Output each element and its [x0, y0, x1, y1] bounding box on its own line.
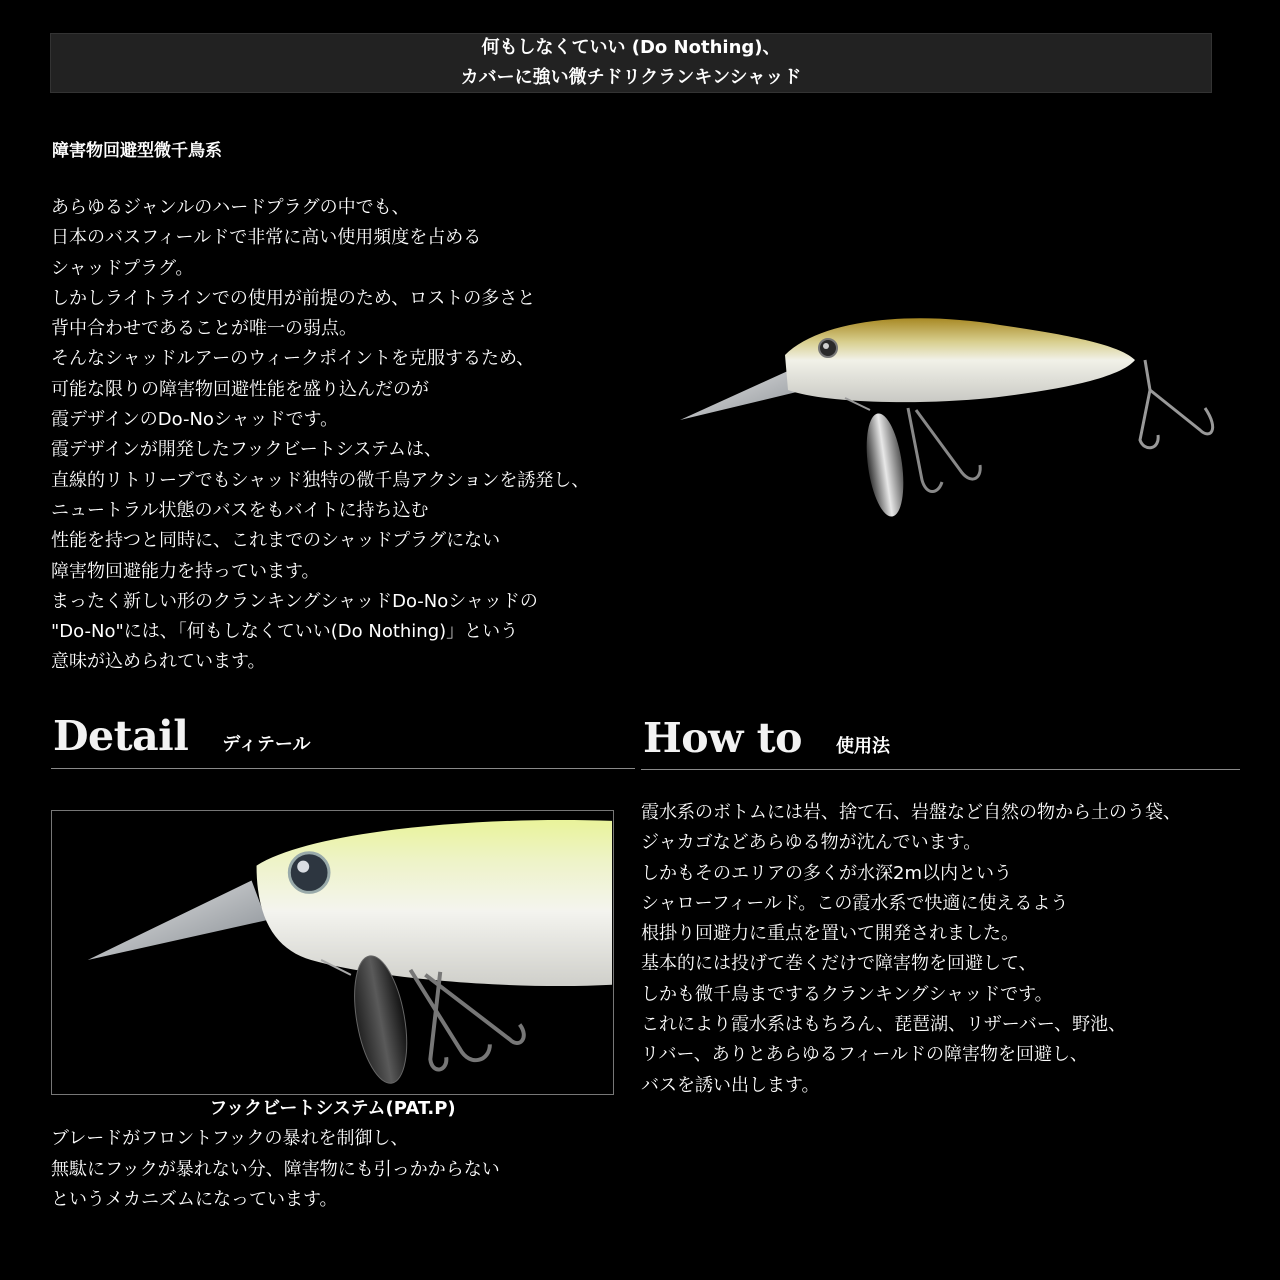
howto-line: しかもそのエリアの多くが水深2m以内という — [641, 862, 1012, 884]
intro-line: 可能な限りの障害物回避性能を盛り込んだのが — [51, 378, 429, 400]
intro-heading: 障害物回避型微千鳥系 — [52, 141, 222, 161]
detail-caption: フックビートシステム(PAT.P) — [209, 1098, 456, 1119]
header-title-line1: 何もしなくていい (Do Nothing)、 — [481, 37, 781, 58]
howto-line: しかも微千鳥までするクランキングシャッドです。 — [641, 983, 1053, 1005]
lure-product-image — [670, 290, 1230, 530]
intro-line: あらゆるジャンルのハードプラグの中でも、 — [51, 197, 410, 218]
howto-text — [641, 798, 1271, 1101]
detail-divider — [51, 768, 635, 769]
howto-divider — [641, 769, 1240, 770]
detail-line: ブレードがフロントフックの暴れを制御し、 — [51, 1128, 409, 1149]
howto-line: シャローフィールド。この霞水系で快適に使えるよう — [641, 892, 1069, 914]
detail-title-en: Detail — [53, 712, 189, 760]
intro-text — [51, 193, 671, 678]
header-title-line2: カバーに強い微チドリクランキンシャッド — [460, 67, 802, 88]
howto-line: リバー、ありとあらゆるフィールドの障害物を回避し、 — [641, 1044, 1088, 1066]
detail-line: 無駄にフックが暴れない分、障害物にも引っかからない — [51, 1158, 500, 1180]
howto-line: 基本的には投げて巻くだけで障害物を回避して、 — [641, 953, 1037, 975]
howto-line: これにより霞水系はもちろん、琵琶湖、リザーバー、野池、 — [641, 1014, 1127, 1036]
howto-line: 根掛り回避力に重点を置いて開発されました。 — [641, 923, 1019, 945]
intro-line: ニュートラル状態のバスをもバイトに持ち込む — [51, 499, 429, 521]
detail-line: というメカニズムになっています。 — [51, 1189, 338, 1210]
header-banner — [50, 33, 1212, 93]
intro-line: 霞デザインが開発したフックビートシステムは、 — [51, 439, 442, 461]
intro-line: そんなシャッドルアーのウィークポイントを克服するため、 — [51, 348, 535, 370]
intro-line: 霞デザインのDo-Noシャッドです。 — [51, 409, 339, 431]
intro-line: 直線的リトリーブでもシャッド独特の微千鳥アクションを誘発し、 — [51, 469, 590, 491]
detail-lure-image — [51, 810, 614, 1095]
howto-line: バスを誘い出します。 — [641, 1074, 820, 1096]
detail-title-jp: ディテール — [222, 734, 311, 755]
intro-line: 性能を持つと同時に、これまでのシャッドプラグにない — [51, 530, 501, 552]
howto-title-en: How to — [643, 714, 802, 762]
howto-title-jp: 使用法 — [835, 736, 890, 757]
intro-line: 日本のバスフィールドで非常に高い使用頻度を占める — [51, 227, 482, 249]
intro-line: "Do-No"には、「何もしなくていい(Do Nothing)」という — [51, 621, 519, 643]
intro-line: 背中合わせであることが唯一の弱点。 — [51, 318, 357, 340]
intro-line: しかしライトラインでの使用が前提のため、ロストの多さと — [51, 287, 536, 309]
intro-line: 意味が込められています。 — [51, 651, 266, 673]
detail-title — [53, 712, 311, 760]
detail-text — [51, 1124, 631, 1216]
howto-line: ジャカゴなどあらゆる物が沈んでいます。 — [641, 832, 982, 854]
howto-line: 霞水系のボトムには岩、捨て石、岩盤など自然の物から土のう袋、 — [641, 802, 1181, 823]
intro-line: シャッドプラグ。 — [51, 257, 194, 279]
intro-line: まったく新しい形のクランキングシャッドDo-Noシャッドの — [51, 590, 538, 612]
howto-title — [643, 714, 890, 762]
intro-line: 障害物回避能力を持っています。 — [51, 560, 320, 582]
